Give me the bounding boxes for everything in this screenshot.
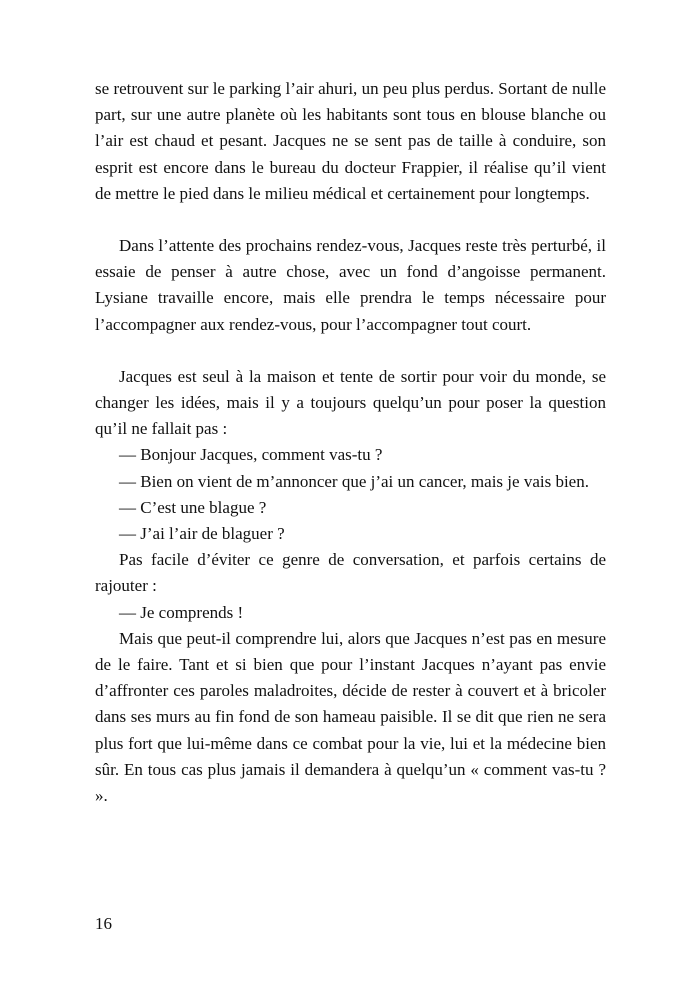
dialogue-line-2: — Bien on vient de m’annoncer que j’ai un cancer, mais je vais bien. [119,471,589,491]
paragraph-2: Dans l’attente des prochains rendez-vous, Jacques reste très perturbé, il essaie de penser à autre chose, avec un fond d’angoisse permanent. Lysiane travaille encore, mais elle prendra le temps nécessaire pour l’accompagner aux rendez-vous, pour l’accompagner tout court. [95,236,606,334]
dialogue-line-4: — J’ai l’air de blaguer ? [119,524,285,544]
paragraph-gap [95,338,606,364]
paragraph-1: se retrouvent sur le parking l’air ahuri, un peu plus perdus. Sortant de nulle part, sur une autre planète où les habitants sont tous en blouse blanche ou l’air est chaud et pesant. Jacques ne se sent pas de taille à conduire, son esprit est encore dans le bureau du docteur Frappier, il réalise qu’il vient de mettre le pied dans le milieu médical et certainement pour longtemps. [95,79,606,203]
paragraph-3: Jacques est seul à la maison et tente de sortir pour voir du monde, se changer les idées, mais il y a toujours quelqu’un pour poser la question qu’il ne fallait pas : [95,366,606,439]
dialogue-line-3: — C’est une blague ? [119,497,267,517]
page-body [95,76,606,809]
dialogue-line-1: — Bonjour Jacques, comment vas-tu ? [119,445,383,465]
narration-line-2: Mais que peut-il comprendre lui, alors que Jacques n’est pas en mesure de le faire. Tant et si bien que pour l’instant Jacques n’ayant pas envie d’affronter ces paroles maladroites, décide de rester à couvert et à bricoler dans ses murs au fin fond de son hameau paisible. Il se dit que rien ne sera plus fort que lui-même dans ce combat pour la vie, lui et la médecine bien sûr. En tous cas plus jamais il demandera à quelqu’un « comment vas-tu ? ». [95,628,606,806]
paragraph-gap [95,207,606,233]
page-number: 16 [95,914,112,933]
dialogue-line-5: — Je comprends ! [119,602,244,622]
narration-line-1: Pas facile d’éviter ce genre de conversation, et parfois certains de rajouter : [95,550,606,596]
